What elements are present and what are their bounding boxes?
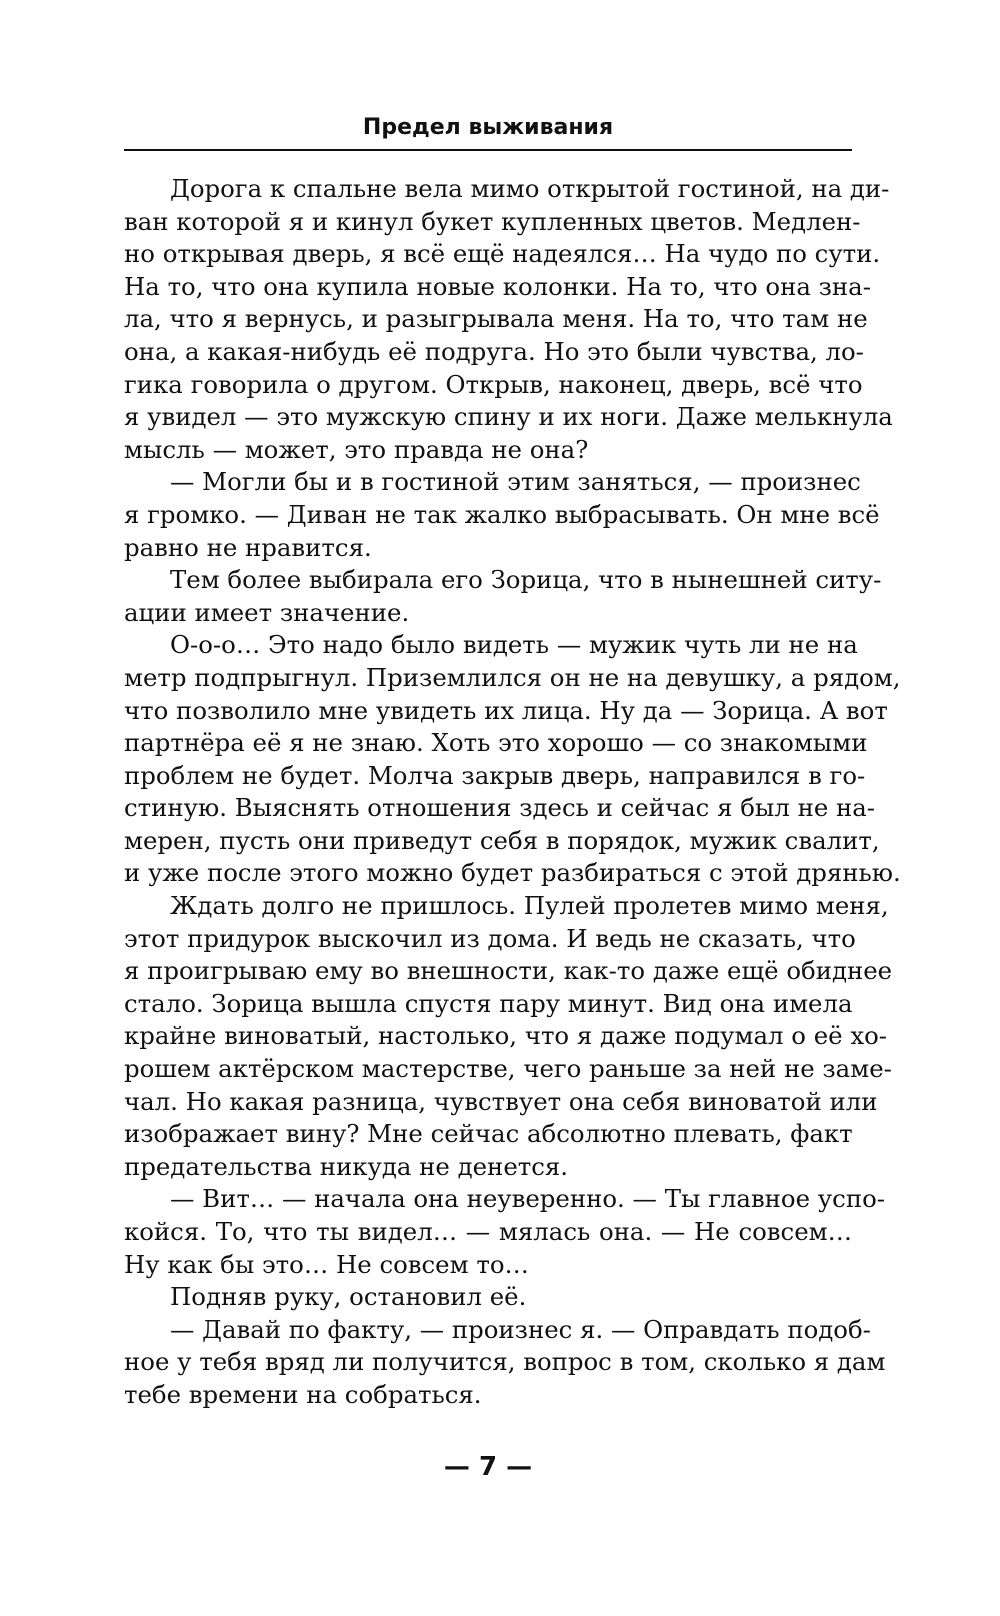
text-line: метр подпрыгнул. Приземлился он не на девушку, а рядом, bbox=[124, 662, 901, 692]
header-rule bbox=[124, 149, 852, 151]
text-line: предательства никуда не денется. bbox=[124, 1151, 569, 1181]
text-line: изображает вину? Мне сейчас абсолютно плевать, факт bbox=[124, 1119, 853, 1149]
text-line: я громко. — Диван не так жалко выбрасывать. Он мне всё bbox=[124, 499, 880, 529]
text-line: ла, что я вернусь, и разыгрывала меня. На то, что там не bbox=[124, 304, 868, 334]
text-line: Подняв руку, остановил её. bbox=[170, 1282, 527, 1312]
text-line: рошем актёрском мастерстве, чего раньше за ней не заме- bbox=[124, 1054, 892, 1084]
text-line: чал. Но какая разница, чувствует она себя виноватой или bbox=[124, 1086, 878, 1116]
text-line: но открывая дверь, я всё ещё надеялся… На чудо по сути. bbox=[124, 239, 881, 269]
paragraph bbox=[124, 466, 880, 564]
text-line: Дорога к спальне вела мимо открытой гостиной, на ди- bbox=[170, 174, 890, 203]
text-line: гика говорила о другом. Открыв, наконец, дверь, всё что bbox=[124, 369, 863, 399]
text-line: проблем не будет. Молча закрыв дверь, направился в го- bbox=[124, 760, 866, 790]
paragraph bbox=[124, 1314, 886, 1412]
text-line: Ждать долго не пришлось. Пулей пролетев мимо меня, bbox=[170, 891, 889, 921]
text-line: она, а какая-нибудь её подруга. Но это были чувства, ло- bbox=[124, 336, 864, 366]
page-number: — 7 — bbox=[443, 1452, 533, 1482]
text-line: крайне виноватый, настолько, что я даже подумал о её хо- bbox=[124, 1021, 888, 1051]
text-line: мысль — может, это правда не она? bbox=[124, 434, 589, 464]
text-line: мерен, пусть они приведут себя в порядок, мужик свалит, bbox=[124, 825, 880, 855]
text-line: и уже после этого можно будет разбираться с этой дрянью. bbox=[124, 858, 901, 888]
body-text bbox=[124, 173, 901, 1412]
paragraph bbox=[124, 1183, 885, 1281]
text-line: — Давай по факту, — произнес я. — Оправдать подоб- bbox=[170, 1314, 871, 1344]
text-line: койся. То, что ты видел… — мялась она. — Не совсем… bbox=[124, 1217, 852, 1246]
text-line: партнёра её я не знаю. Хоть это хорошо — со знакомыми bbox=[124, 728, 868, 758]
text-line: ван которой я и кинул букет купленных цветов. Медлен- bbox=[124, 206, 861, 236]
paragraph bbox=[124, 173, 893, 466]
text-line: О-о-о… Это надо было видеть — мужик чуть ли не на bbox=[170, 630, 858, 660]
paragraph bbox=[124, 564, 882, 629]
text-line: этот придурок выскочил из дома. И ведь не сказать, что bbox=[124, 923, 856, 953]
paragraph bbox=[124, 1281, 852, 1314]
running-title: Предел выживания bbox=[362, 115, 614, 140]
text-line: Ну как бы это… Не совсем то… bbox=[124, 1249, 529, 1279]
text-line: я увидел — это мужскую спину и их ноги. Даже мелькнула bbox=[124, 402, 893, 432]
text-line: стало. Зорица вышла спустя пару минут. Вид она имела bbox=[124, 988, 853, 1018]
text-line: равно не нравится. bbox=[124, 532, 372, 562]
text-line: Тем более выбирала его Зорица, что в нынешней ситу- bbox=[170, 565, 882, 595]
text-line: — Вит… — начала она неуверенно. — Ты главное успо- bbox=[170, 1184, 885, 1214]
text-line: тебе времени на собраться. bbox=[124, 1379, 482, 1409]
text-line: я проигрываю ему во внешности, как-то даже ещё обиднее bbox=[124, 956, 893, 986]
text-line: ное у тебя вряд ли получится, вопрос в том, сколько я дам bbox=[124, 1347, 886, 1377]
text-line: стиную. Выяснять отношения здесь и сейчас я был не на- bbox=[124, 793, 876, 823]
text-line: ации имеет значение. bbox=[124, 597, 410, 627]
text-line: На то, что она купила новые колонки. На то, что она зна- bbox=[124, 271, 871, 301]
paragraph bbox=[124, 629, 901, 890]
text-line: что позволило мне увидеть их лица. Ну да — Зорица. А вот bbox=[124, 695, 888, 725]
paragraph bbox=[124, 890, 893, 1183]
text-line: — Могли бы и в гостиной этим заняться, — произнес bbox=[170, 467, 861, 497]
